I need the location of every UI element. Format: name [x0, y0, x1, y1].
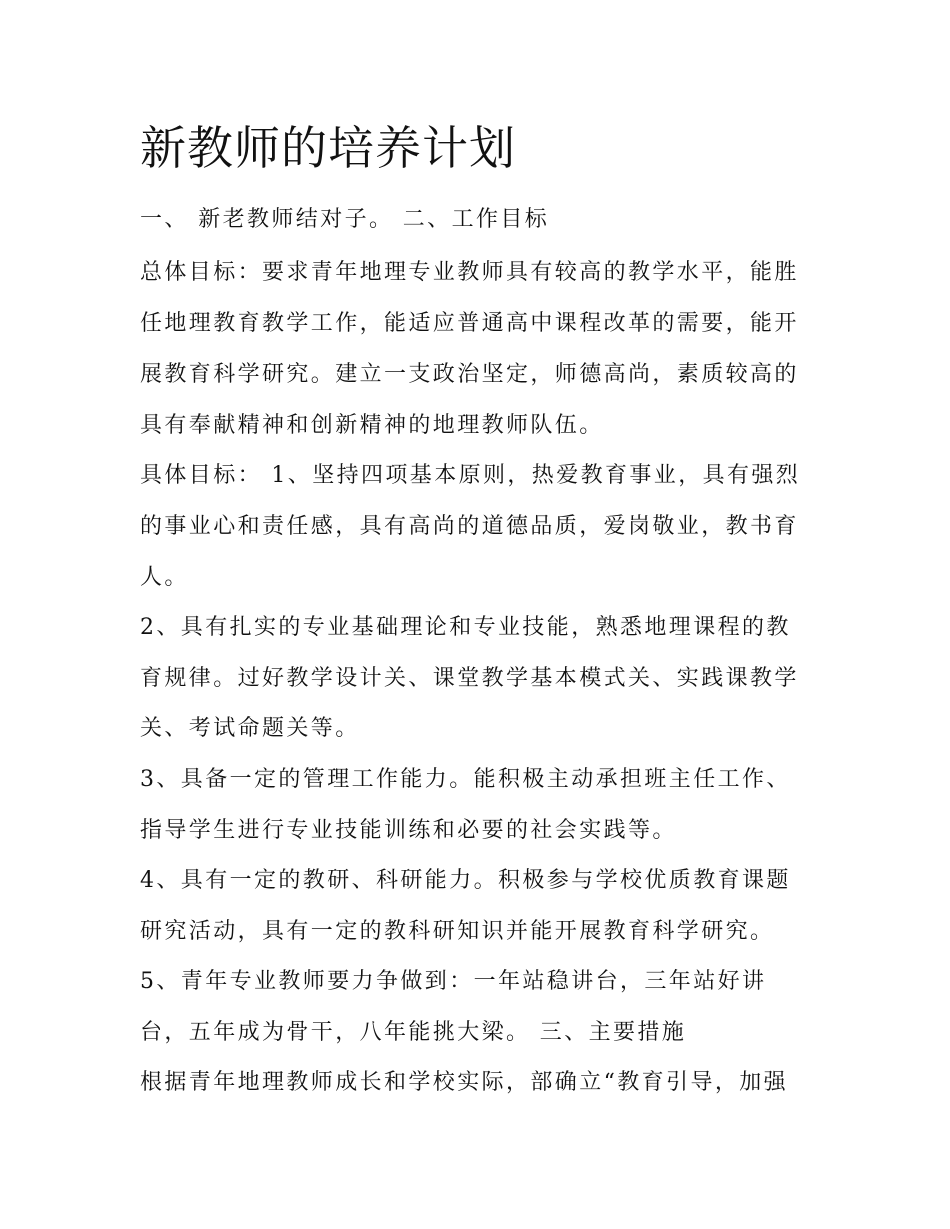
- paragraph-line: 具有奉献精神和创新精神的地理教师队伍。: [140, 413, 604, 438]
- paragraph-line: 5、青年专业教师要力争做到：一年站稳讲台，三年站好讲: [140, 969, 767, 994]
- paragraph-line: 人。: [140, 565, 189, 590]
- paragraph-line: 3、具备一定的管理工作能力。能积极主动承担班主任工作、: [140, 767, 791, 792]
- paragraph-line: 指导学生进行专业技能训练和必要的社会实践等。: [140, 818, 677, 843]
- paragraph-line: 研究活动，具有一定的教科研知识并能开展教育科学研究。: [140, 919, 775, 944]
- paragraph-line: 具体目标： 1、坚持四项基本原则，热爱教育事业，具有强烈: [140, 463, 801, 488]
- document-title: 新教师的培养计划: [140, 121, 516, 175]
- paragraph-line: 的事业心和责任感，具有高尚的道德品质，爱岗敬业，教书育: [140, 514, 799, 539]
- paragraph-line: 一、 新老教师结对子。 二、工作目标: [140, 207, 550, 232]
- paragraph-line: 展教育科学研究。建立一支政治坚定，师德高尚，素质较高的: [140, 362, 799, 387]
- paragraph-line: 2、具有扎实的专业基础理论和专业技能，熟悉地理课程的教: [140, 615, 791, 640]
- paragraph-line: 总体目标：要求青年地理专业教师具有较高的教学水平，能胜: [140, 260, 799, 285]
- paragraph-line: 台，五年成为骨干，八年能挑大梁。 三、主要措施: [140, 1020, 687, 1045]
- paragraph-line: 关、考试命题关等。: [140, 716, 360, 741]
- paragraph-line: 4、具有一定的教研、科研能力。积极参与学校优质教育课题: [140, 868, 791, 893]
- paragraph-line: 任地理教育教学工作，能适应普通高中课程改革的需要，能开: [140, 311, 799, 336]
- paragraph-line: 根据青年地理教师成长和学校实际，部确立“教育引导，加强: [140, 1070, 789, 1095]
- paragraph-line: 育规律。过好教学设计关、课堂教学基本模式关、实践课教学: [140, 666, 799, 691]
